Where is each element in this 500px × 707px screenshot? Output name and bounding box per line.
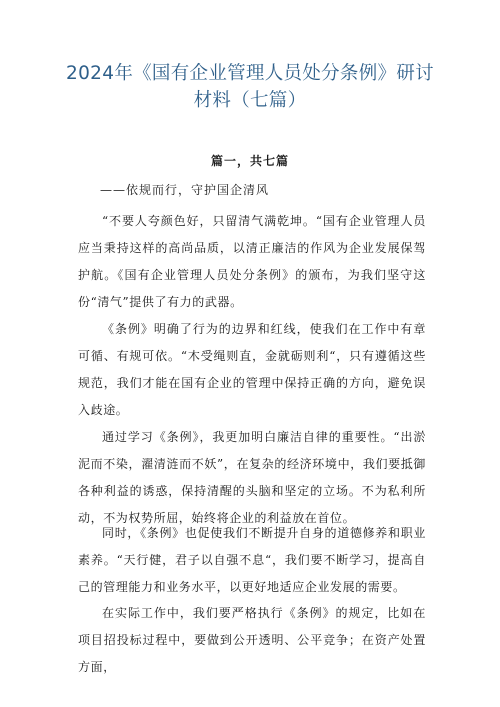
document-title: 2024年《国有企业管理人员处分条例》研讨材料（七篇） xyxy=(66,63,434,111)
paragraph-1: “不要人夸颜色好，只留清气满乾坤。“国有企业管理人员应当秉持这样的高尚品质，以清正廉洁的作风为企业发展保驾护航。《国有企业管理人员处分条例》的颁布，为我们坚守这份“清气”提供了有力的武器。 xyxy=(78,214,426,309)
paragraph-5: 在实际工作中，我们要严格执行《条例》的规定，比如在项目招投标过程中，要做到公开透明、公平竞争；在资产处置方面， xyxy=(78,606,426,674)
section-heading: 篇一，共七篇 xyxy=(210,154,289,168)
section-subtitle: ——依规而行，守护国企清风 xyxy=(100,183,270,197)
paragraph-2: 《条例》明确了行为的边界和红线，使我们在工作中有章可循、有规可依。“木受绳则直，金就砺则利“，只有遵循这些规范，我们才能在国有企业的管理中保持正确的方向，避免误入歧途。 xyxy=(78,322,426,417)
paragraph-4: 同时，《条例》也促使我们不断提升自身的道德修养和职业素养。“天行健，君子以自强不息“，我们要不断学习，提高自己的管理能力和业务水平，以更好地适应企业发展的需要。 xyxy=(78,526,426,594)
paragraph-3: 通过学习《条例》，我更加明白廉洁自律的重要性。“出淤泥而不染，濯清涟而不妖”，在复杂的经济环境中，我们要抵御各种利益的诱惑，保持清醒的头脑和坚定的立场。不为私利所动，不为权势所屈，始终将企业的利益放在首位。 xyxy=(78,430,426,525)
